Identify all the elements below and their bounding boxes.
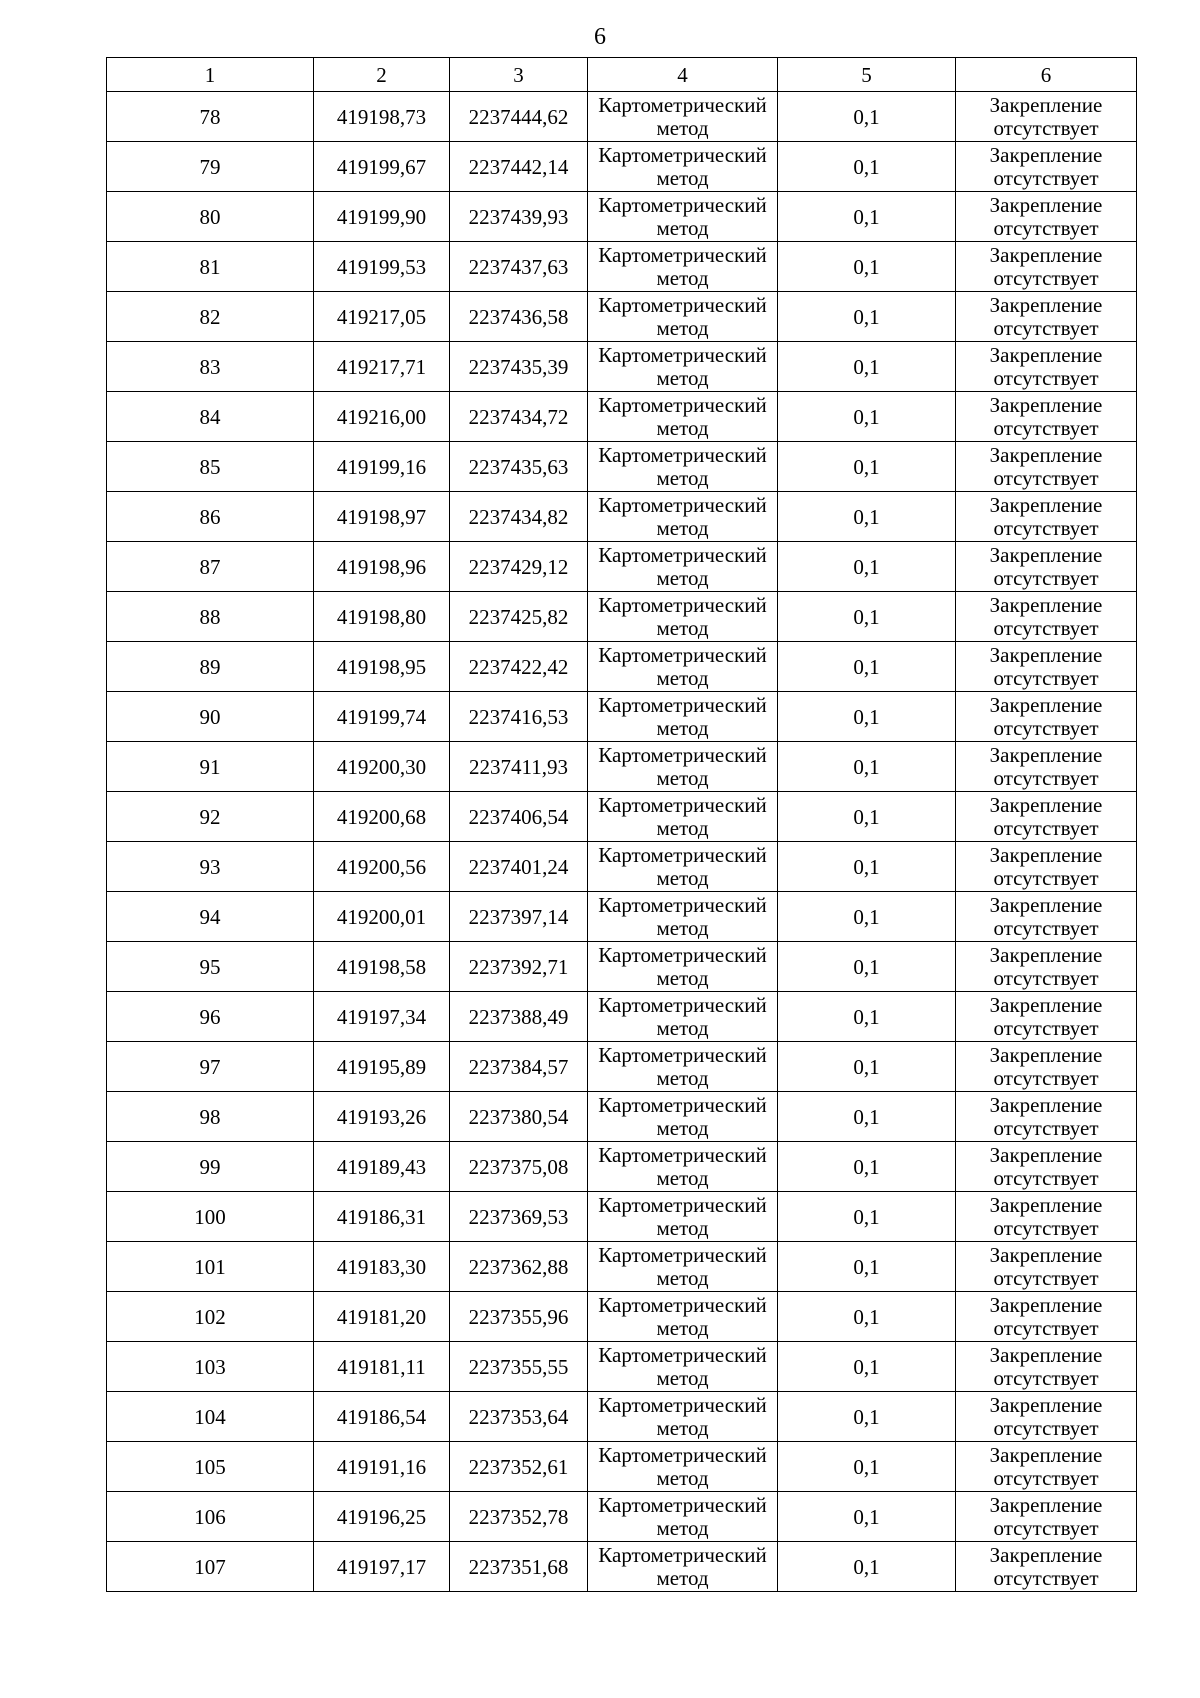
table-row — [107, 1142, 1137, 1192]
y-coordinate-cell: 2237355,55 — [450, 1342, 588, 1392]
coordinates-table — [106, 57, 1137, 1592]
x-coordinate-cell: 419183,30 — [314, 1242, 450, 1292]
fixing-cell — [956, 642, 1137, 692]
accuracy-cell: 0,1 — [778, 542, 956, 592]
accuracy-cell: 0,1 — [778, 592, 956, 642]
accuracy-cell: 0,1 — [778, 742, 956, 792]
fixing-cell-text: Закрепление отсутствует — [989, 1042, 1103, 1090]
fixing-cell — [956, 142, 1137, 192]
table-row — [107, 142, 1137, 192]
table-row — [107, 792, 1137, 842]
accuracy-cell: 0,1 — [778, 442, 956, 492]
method-cell-text: Картометрический метод — [598, 1142, 767, 1190]
x-coordinate-cell: 419198,80 — [314, 592, 450, 642]
method-cell-text: Картометрический метод — [598, 242, 767, 290]
fixing-cell-text: Закрепление отсутствует — [989, 1442, 1103, 1490]
point-number-cell: 87 — [107, 542, 314, 592]
fixing-cell-text: Закрепление отсутствует — [989, 1542, 1103, 1590]
method-cell — [588, 442, 778, 492]
table-row — [107, 542, 1137, 592]
method-cell — [588, 1092, 778, 1142]
x-coordinate-cell: 419200,56 — [314, 842, 450, 892]
point-number-cell: 82 — [107, 292, 314, 342]
fixing-cell — [956, 342, 1137, 392]
x-coordinate-cell: 419199,16 — [314, 442, 450, 492]
x-coordinate-cell: 419198,95 — [314, 642, 450, 692]
method-cell-text: Картометрический метод — [598, 92, 767, 140]
x-coordinate-cell: 419196,25 — [314, 1492, 450, 1542]
accuracy-cell: 0,1 — [778, 92, 956, 142]
method-cell — [588, 1292, 778, 1342]
point-number-cell: 80 — [107, 192, 314, 242]
point-number-cell: 83 — [107, 342, 314, 392]
y-coordinate-cell: 2237369,53 — [450, 1192, 588, 1242]
method-cell-text: Картометрический метод — [598, 1542, 767, 1590]
method-cell — [588, 692, 778, 742]
header-col-6: 6 — [956, 58, 1137, 92]
table-row — [107, 392, 1137, 442]
method-cell-text: Картометрический метод — [598, 1392, 767, 1440]
fixing-cell — [956, 92, 1137, 142]
method-cell — [588, 492, 778, 542]
method-cell-text: Картометрический метод — [598, 392, 767, 440]
fixing-cell — [956, 992, 1137, 1042]
point-number-cell: 85 — [107, 442, 314, 492]
point-number-cell: 106 — [107, 1492, 314, 1542]
table-row — [107, 492, 1137, 542]
method-cell-text: Картометрический метод — [598, 692, 767, 740]
x-coordinate-cell: 419181,11 — [314, 1342, 450, 1392]
y-coordinate-cell: 2237375,08 — [450, 1142, 588, 1192]
x-coordinate-cell: 419199,90 — [314, 192, 450, 242]
y-coordinate-cell: 2237380,54 — [450, 1092, 588, 1142]
fixing-cell-text: Закрепление отсутствует — [989, 392, 1103, 440]
accuracy-cell: 0,1 — [778, 842, 956, 892]
method-cell-text: Картометрический метод — [598, 292, 767, 340]
point-number-cell: 78 — [107, 92, 314, 142]
fixing-cell — [956, 1492, 1137, 1542]
table-row — [107, 242, 1137, 292]
method-cell — [588, 1342, 778, 1392]
table-row — [107, 1542, 1137, 1592]
method-cell-text: Картометрический метод — [598, 492, 767, 540]
fixing-cell-text: Закрепление отсутствует — [989, 492, 1103, 540]
method-cell-text: Картометрический метод — [598, 1342, 767, 1390]
y-coordinate-cell: 2237435,63 — [450, 442, 588, 492]
accuracy-cell: 0,1 — [778, 1142, 956, 1192]
fixing-cell-text: Закрепление отсутствует — [989, 1192, 1103, 1240]
x-coordinate-cell: 419198,73 — [314, 92, 450, 142]
method-cell — [588, 892, 778, 942]
fixing-cell-text: Закрепление отсутствует — [989, 1242, 1103, 1290]
fixing-cell-text: Закрепление отсутствует — [989, 792, 1103, 840]
x-coordinate-cell: 419186,31 — [314, 1192, 450, 1242]
accuracy-cell: 0,1 — [778, 142, 956, 192]
x-coordinate-cell: 419199,74 — [314, 692, 450, 742]
accuracy-cell: 0,1 — [778, 1292, 956, 1342]
table-row — [107, 1492, 1137, 1542]
fixing-cell — [956, 1092, 1137, 1142]
table-header — [107, 58, 1137, 92]
point-number-cell: 99 — [107, 1142, 314, 1192]
x-coordinate-cell: 419198,58 — [314, 942, 450, 992]
method-cell-text: Картометрический метод — [598, 592, 767, 640]
accuracy-cell: 0,1 — [778, 342, 956, 392]
point-number-cell: 79 — [107, 142, 314, 192]
x-coordinate-cell: 419200,01 — [314, 892, 450, 942]
table-row — [107, 1442, 1137, 1492]
header-col-1: 1 — [107, 58, 314, 92]
y-coordinate-cell: 2237397,14 — [450, 892, 588, 942]
fixing-cell — [956, 1042, 1137, 1092]
x-coordinate-cell: 419189,43 — [314, 1142, 450, 1192]
y-coordinate-cell: 2237442,14 — [450, 142, 588, 192]
method-cell — [588, 292, 778, 342]
y-coordinate-cell: 2237434,72 — [450, 392, 588, 442]
method-cell — [588, 792, 778, 842]
table-row — [107, 942, 1137, 992]
method-cell — [588, 1242, 778, 1292]
accuracy-cell: 0,1 — [778, 792, 956, 842]
accuracy-cell: 0,1 — [778, 892, 956, 942]
y-coordinate-cell: 2237422,42 — [450, 642, 588, 692]
point-number-cell: 102 — [107, 1292, 314, 1342]
x-coordinate-cell: 419217,05 — [314, 292, 450, 342]
accuracy-cell: 0,1 — [778, 1192, 956, 1242]
point-number-cell: 81 — [107, 242, 314, 292]
point-number-cell: 97 — [107, 1042, 314, 1092]
point-number-cell: 86 — [107, 492, 314, 542]
fixing-cell — [956, 1442, 1137, 1492]
y-coordinate-cell: 2237351,68 — [450, 1542, 588, 1592]
fixing-cell-text: Закрепление отсутствует — [989, 642, 1103, 690]
y-coordinate-cell: 2237436,58 — [450, 292, 588, 342]
method-cell — [588, 642, 778, 692]
accuracy-cell: 0,1 — [778, 242, 956, 292]
method-cell — [588, 142, 778, 192]
x-coordinate-cell: 419217,71 — [314, 342, 450, 392]
point-number-cell: 96 — [107, 992, 314, 1042]
method-cell-text: Картометрический метод — [598, 1092, 767, 1140]
method-cell-text: Картометрический метод — [598, 1042, 767, 1090]
method-cell-text: Картометрический метод — [598, 842, 767, 890]
header-col-3: 3 — [450, 58, 588, 92]
point-number-cell: 103 — [107, 1342, 314, 1392]
table-row — [107, 192, 1137, 242]
x-coordinate-cell: 419186,54 — [314, 1392, 450, 1442]
accuracy-cell: 0,1 — [778, 642, 956, 692]
fixing-cell — [956, 842, 1137, 892]
table-row — [107, 1292, 1137, 1342]
method-cell-text: Картометрический метод — [598, 192, 767, 240]
point-number-cell: 107 — [107, 1542, 314, 1592]
method-cell-text: Картометрический метод — [598, 1492, 767, 1540]
point-number-cell: 93 — [107, 842, 314, 892]
point-number-cell: 84 — [107, 392, 314, 442]
method-cell — [588, 1392, 778, 1442]
accuracy-cell: 0,1 — [778, 1092, 956, 1142]
method-cell-text: Картометрический метод — [598, 1192, 767, 1240]
y-coordinate-cell: 2237437,63 — [450, 242, 588, 292]
table-row — [107, 1192, 1137, 1242]
fixing-cell — [956, 292, 1137, 342]
fixing-cell-text: Закрепление отсутствует — [989, 542, 1103, 590]
y-coordinate-cell: 2237352,61 — [450, 1442, 588, 1492]
table-row — [107, 992, 1137, 1042]
y-coordinate-cell: 2237388,49 — [450, 992, 588, 1042]
table-row — [107, 1092, 1137, 1142]
method-cell-text: Картометрический метод — [598, 642, 767, 690]
x-coordinate-cell: 419197,34 — [314, 992, 450, 1042]
method-cell — [588, 392, 778, 442]
method-cell — [588, 342, 778, 392]
method-cell — [588, 242, 778, 292]
method-cell — [588, 1192, 778, 1242]
table-row — [107, 342, 1137, 392]
fixing-cell — [956, 442, 1137, 492]
header-col-4: 4 — [588, 58, 778, 92]
x-coordinate-cell: 419200,68 — [314, 792, 450, 842]
point-number-cell: 98 — [107, 1092, 314, 1142]
method-cell — [588, 192, 778, 242]
table-row — [107, 692, 1137, 742]
header-col-5: 5 — [778, 58, 956, 92]
fixing-cell-text: Закрепление отсутствует — [989, 892, 1103, 940]
accuracy-cell: 0,1 — [778, 492, 956, 542]
fixing-cell-text: Закрепление отсутствует — [989, 292, 1103, 340]
accuracy-cell: 0,1 — [778, 192, 956, 242]
accuracy-cell: 0,1 — [778, 692, 956, 742]
y-coordinate-cell: 2237384,57 — [450, 1042, 588, 1092]
fixing-cell-text: Закрепление отсутствует — [989, 1092, 1103, 1140]
table-row — [107, 592, 1137, 642]
method-cell-text: Картометрический метод — [598, 942, 767, 990]
method-cell-text: Картометрический метод — [598, 542, 767, 590]
fixing-cell — [956, 1192, 1137, 1242]
point-number-cell: 89 — [107, 642, 314, 692]
fixing-cell — [956, 742, 1137, 792]
table-row — [107, 1342, 1137, 1392]
fixing-cell-text: Закрепление отсутствует — [989, 592, 1103, 640]
fixing-cell-text: Закрепление отсутствует — [989, 442, 1103, 490]
fixing-cell-text: Закрепление отсутствует — [989, 1142, 1103, 1190]
fixing-cell — [956, 1292, 1137, 1342]
fixing-cell-text: Закрепление отсутствует — [989, 142, 1103, 190]
table-row — [107, 842, 1137, 892]
header-col-2: 2 — [314, 58, 450, 92]
y-coordinate-cell: 2237401,24 — [450, 842, 588, 892]
method-cell — [588, 542, 778, 592]
table-row — [107, 642, 1137, 692]
method-cell — [588, 592, 778, 642]
y-coordinate-cell: 2237362,88 — [450, 1242, 588, 1292]
fixing-cell-text: Закрепление отсутствует — [989, 1342, 1103, 1390]
fixing-cell — [956, 792, 1137, 842]
point-number-cell: 94 — [107, 892, 314, 942]
method-cell — [588, 942, 778, 992]
method-cell — [588, 842, 778, 892]
method-cell-text: Картометрический метод — [598, 1242, 767, 1290]
point-number-cell: 104 — [107, 1392, 314, 1442]
table-row — [107, 1242, 1137, 1292]
fixing-cell-text: Закрепление отсутствует — [989, 1292, 1103, 1340]
fixing-cell — [956, 942, 1137, 992]
method-cell-text: Картометрический метод — [598, 892, 767, 940]
method-cell — [588, 992, 778, 1042]
method-cell — [588, 1442, 778, 1492]
method-cell-text: Картометрический метод — [598, 742, 767, 790]
fixing-cell — [956, 192, 1137, 242]
fixing-cell — [956, 492, 1137, 542]
point-number-cell: 100 — [107, 1192, 314, 1242]
accuracy-cell: 0,1 — [778, 1542, 956, 1592]
fixing-cell — [956, 1542, 1137, 1592]
fixing-cell-text: Закрепление отсутствует — [989, 242, 1103, 290]
method-cell-text: Картометрический метод — [598, 792, 767, 840]
y-coordinate-cell: 2237355,96 — [450, 1292, 588, 1342]
method-cell-text: Картометрический метод — [598, 1292, 767, 1340]
method-cell — [588, 1142, 778, 1192]
header-row — [107, 58, 1137, 92]
method-cell-text: Картометрический метод — [598, 342, 767, 390]
fixing-cell-text: Закрепление отсутствует — [989, 942, 1103, 990]
x-coordinate-cell: 419181,20 — [314, 1292, 450, 1342]
accuracy-cell: 0,1 — [778, 392, 956, 442]
y-coordinate-cell: 2237392,71 — [450, 942, 588, 992]
y-coordinate-cell: 2237434,82 — [450, 492, 588, 542]
accuracy-cell: 0,1 — [778, 1042, 956, 1092]
fixing-cell — [956, 892, 1137, 942]
accuracy-cell: 0,1 — [778, 292, 956, 342]
fixing-cell — [956, 1342, 1137, 1392]
y-coordinate-cell: 2237353,64 — [450, 1392, 588, 1442]
accuracy-cell: 0,1 — [778, 1242, 956, 1292]
x-coordinate-cell: 419197,17 — [314, 1542, 450, 1592]
fixing-cell-text: Закрепление отсутствует — [989, 992, 1103, 1040]
method-cell — [588, 92, 778, 142]
x-coordinate-cell: 419191,16 — [314, 1442, 450, 1492]
fixing-cell — [956, 542, 1137, 592]
fixing-cell — [956, 1392, 1137, 1442]
method-cell — [588, 1542, 778, 1592]
fixing-cell-text: Закрепление отсутствует — [989, 1392, 1103, 1440]
accuracy-cell: 0,1 — [778, 1342, 956, 1392]
method-cell-text: Картометрический метод — [598, 1442, 767, 1490]
y-coordinate-cell: 2237416,53 — [450, 692, 588, 742]
point-number-cell: 88 — [107, 592, 314, 642]
page-number: 6 — [594, 24, 606, 50]
x-coordinate-cell: 419216,00 — [314, 392, 450, 442]
y-coordinate-cell: 2237444,62 — [450, 92, 588, 142]
table-row — [107, 442, 1137, 492]
x-coordinate-cell: 419198,97 — [314, 492, 450, 542]
x-coordinate-cell: 419200,30 — [314, 742, 450, 792]
y-coordinate-cell: 2237425,82 — [450, 592, 588, 642]
x-coordinate-cell: 419195,89 — [314, 1042, 450, 1092]
fixing-cell — [956, 592, 1137, 642]
fixing-cell — [956, 392, 1137, 442]
fixing-cell-text: Закрепление отсутствует — [989, 692, 1103, 740]
fixing-cell-text: Закрепление отсутствует — [989, 192, 1103, 240]
table-body — [107, 92, 1137, 1592]
fixing-cell-text: Закрепление отсутствует — [989, 842, 1103, 890]
point-number-cell: 101 — [107, 1242, 314, 1292]
accuracy-cell: 0,1 — [778, 992, 956, 1042]
y-coordinate-cell: 2237435,39 — [450, 342, 588, 392]
y-coordinate-cell: 2237352,78 — [450, 1492, 588, 1542]
point-number-cell: 95 — [107, 942, 314, 992]
fixing-cell-text: Закрепление отсутствует — [989, 1492, 1103, 1540]
point-number-cell: 91 — [107, 742, 314, 792]
y-coordinate-cell: 2237429,12 — [450, 542, 588, 592]
method-cell — [588, 742, 778, 792]
point-number-cell: 92 — [107, 792, 314, 842]
fixing-cell — [956, 692, 1137, 742]
table-row — [107, 292, 1137, 342]
fixing-cell-text: Закрепление отсутствует — [989, 342, 1103, 390]
x-coordinate-cell: 419199,67 — [314, 142, 450, 192]
fixing-cell-text: Закрепление отсутствует — [989, 742, 1103, 790]
y-coordinate-cell: 2237439,93 — [450, 192, 588, 242]
table-row — [107, 1042, 1137, 1092]
method-cell-text: Картометрический метод — [598, 442, 767, 490]
y-coordinate-cell: 2237411,93 — [450, 742, 588, 792]
y-coordinate-cell: 2237406,54 — [450, 792, 588, 842]
point-number-cell: 90 — [107, 692, 314, 742]
method-cell-text: Картометрический метод — [598, 142, 767, 190]
table-row — [107, 892, 1137, 942]
accuracy-cell: 0,1 — [778, 1492, 956, 1542]
fixing-cell — [956, 1142, 1137, 1192]
x-coordinate-cell: 419199,53 — [314, 242, 450, 292]
table-row — [107, 742, 1137, 792]
table-row — [107, 92, 1137, 142]
x-coordinate-cell: 419193,26 — [314, 1092, 450, 1142]
fixing-cell — [956, 1242, 1137, 1292]
accuracy-cell: 0,1 — [778, 942, 956, 992]
accuracy-cell: 0,1 — [778, 1392, 956, 1442]
point-number-cell: 105 — [107, 1442, 314, 1492]
table-row — [107, 1392, 1137, 1442]
method-cell — [588, 1042, 778, 1092]
fixing-cell-text: Закрепление отсутствует — [989, 92, 1103, 140]
fixing-cell — [956, 242, 1137, 292]
method-cell — [588, 1492, 778, 1542]
method-cell-text: Картометрический метод — [598, 992, 767, 1040]
accuracy-cell: 0,1 — [778, 1442, 956, 1492]
x-coordinate-cell: 419198,96 — [314, 542, 450, 592]
